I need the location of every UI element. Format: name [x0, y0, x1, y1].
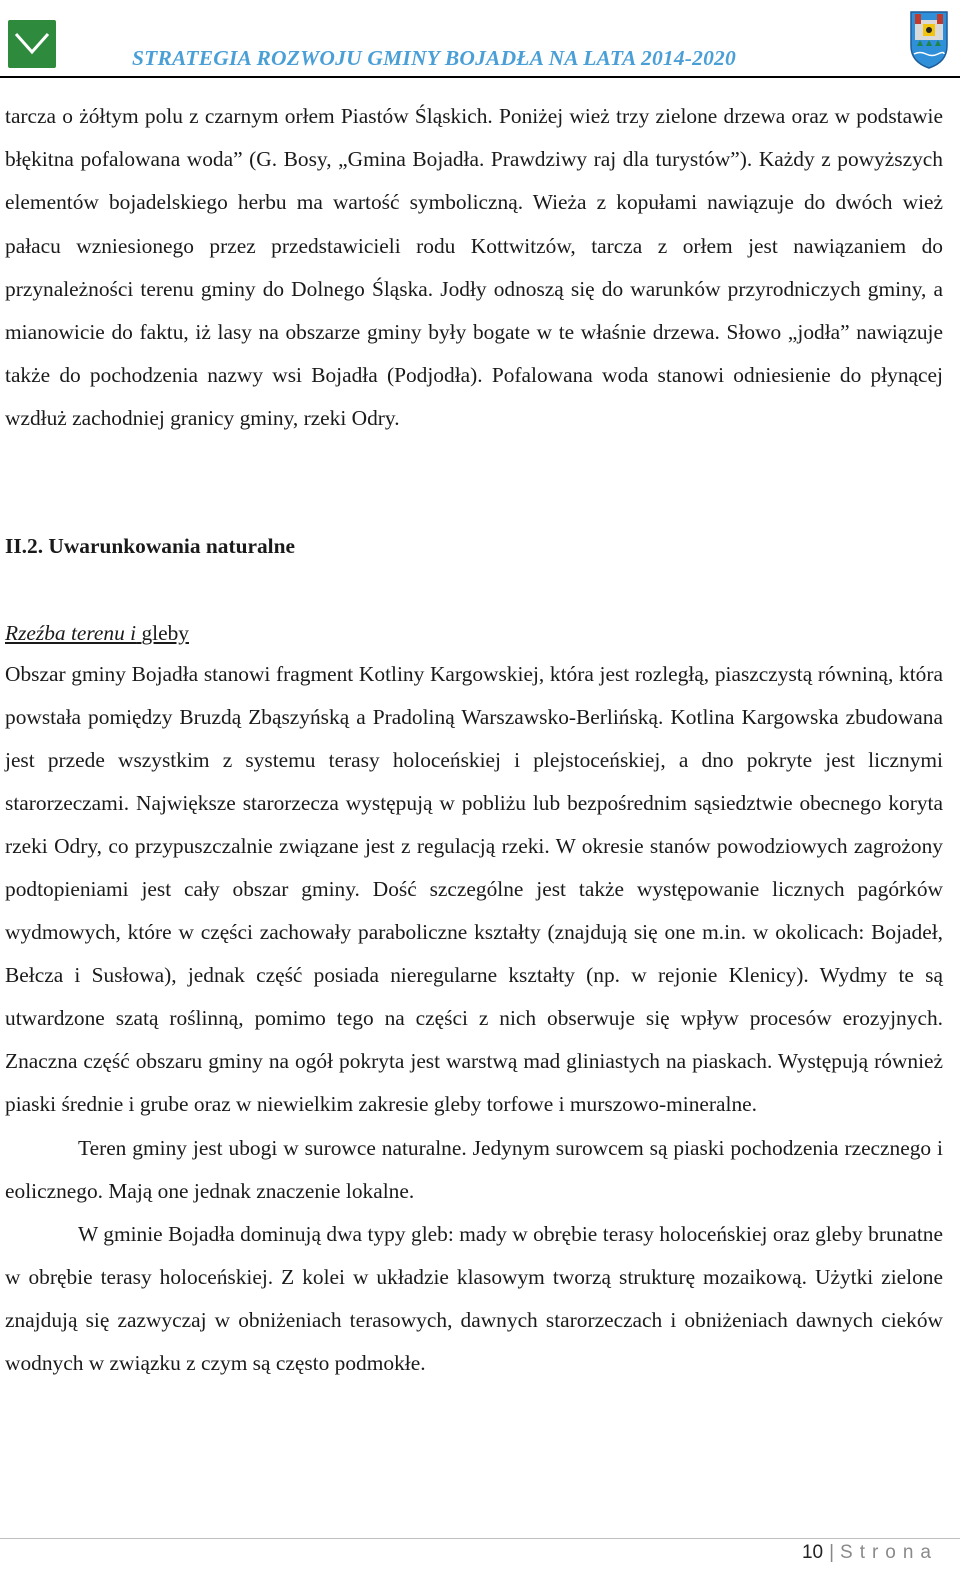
subheading-plain-part: gleby [141, 621, 189, 645]
footer-separator: | [829, 1542, 835, 1563]
page-footer [802, 1542, 938, 1564]
page-header [0, 0, 960, 82]
subsection-heading [5, 612, 189, 655]
page-word: Strona [840, 1542, 938, 1563]
intro-paragraph-block [5, 95, 943, 441]
subheading-italic-part: Rzeźba terenu i [5, 621, 137, 645]
paragraph: tarcza o żółtym polu z czarnym orłem Piastów Śląskich. Poniżej wież trzy zielone drzewa oraz w podstawie błękitna pofalowana woda” (G. Bosy, „Gmina Bojadła. Prawdziwy raj dla turystów”). Każdy z powyższych elementów bojadelskiego herbu ma wartość symboliczną. Wieża z kopułami nawiązuje do dwóch wież pałacu wzniesionego przez przedstawicieli rodu Kottwitzów, tarcza z orłem jest nawiązaniem do przynależności terenu gminy do Dolnego Śląska. Jodły odnoszą się do warunków przyrodniczych gminy, a mianowicie do faktu, iż lasy na obszarze gminy były bogate w te właśnie drzewa. Słowo „jodła” nawiązuje także do pochodzenia nazwy wsi Bojadła (Podjodła). Pofalowana woda stanowi odniesienie do płynącej wzdłuż zachodniej granicy gminy, rzeki Odry. [5, 104, 943, 431]
paragraph: Obszar gminy Bojadła stanowi fragment Kotliny Kargowskiej, która jest rozległą, piaszczystą równiną, która powstała pomiędzy Bruzdą Zbąszyńską a Pradoliną Warszawsko-Berlińską. Kotlina Kargowska zbudowana jest przede wszystkim z systemu terasy holoceńskiej i plejstoceńskiej, a dno pokryte jest licznymi starorzeczami. Największe starorzecza występują w pobliżu lub bezpośrednim sąsiedztwie obecnego koryta rzeki Odry, co przypuszczalnie związane jest z regulacją rzeki. W okresie stanów powodziowych zagrożony podtopieniami jest cały obszar gminy. Dość szczególne jest także występowanie licznych pagórków wydmowych, które w części zachowały paraboliczne kształty (znajdują się one m.in. w okolicach: Bojadeł, Bełcza i Susłowa), jednak część posiada nieregularne kształty (np. w rejonie Klenicy). Wydmy te są utwardzone szatą roślinną, pomimo tego na części z nich obserwuje się wpływ procesów erozyjnych. Znaczna część obszaru gminy na ogół pokryta jest warstwą mad gliniastych na piaskach. Występują również piaski średnie i grube oraz w niewielkim zakresie gleby torfowe i murszowo-mineralne. [5, 662, 943, 1117]
coat-of-arms-icon [905, 6, 953, 70]
body-text-block [5, 653, 943, 1385]
footer-divider [0, 1538, 960, 1539]
paragraph: W gminie Bojadła dominują dwa typy gleb: mady w obrębie terasy holoceńskiej oraz gleby brunatne w obrębie terasy holoceńskiej. Z kolei w układzie klasowym tworzą strukturę mozaikową. Użytki zielone znajdują się zazwyczaj w obniżeniach terasowych, dawnych starorzeczach i obniżeniach dawnych cieków wodnych w związku z czym są często podmokłe. [5, 1221, 943, 1375]
document-title: STRATEGIA ROZWOJU GMINY BOJADŁA NA LATA 2014-2020 [132, 46, 736, 70]
header-divider [0, 76, 960, 78]
checkmark-logo-icon [8, 20, 56, 68]
page-number: 10 [801, 1542, 824, 1563]
section-heading: II.2. Uwarunkowania naturalne [5, 534, 296, 558]
paragraph: Teren gminy jest ubogi w surowce naturalne. Jedynym surowcem są piaski pochodzenia rzecznego i eolicznego. Mają one jednak znaczenie lokalne. [5, 1135, 943, 1203]
